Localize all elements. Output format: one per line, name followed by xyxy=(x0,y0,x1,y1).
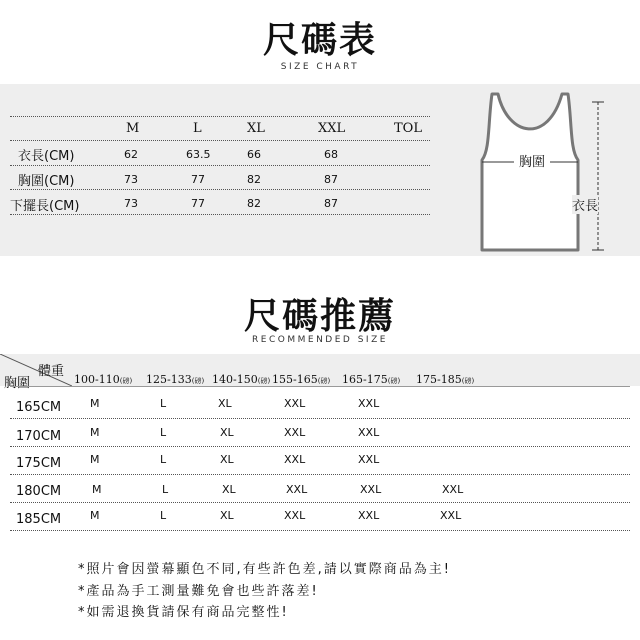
row-label-hem: 下擺長(CM) xyxy=(10,199,80,214)
table-cell: XL xyxy=(222,483,236,496)
table-row xyxy=(0,446,640,474)
table-cell: XXL xyxy=(284,509,306,522)
table-cell: 66 xyxy=(247,148,261,161)
table-cell: XL xyxy=(218,397,232,410)
divider xyxy=(10,386,630,387)
table-cell: L xyxy=(160,397,167,410)
table-cell: M xyxy=(90,509,100,522)
table-cell: XXL xyxy=(286,483,308,496)
size-chart-subtitle: SIZE CHART xyxy=(280,62,360,72)
table-row xyxy=(0,502,640,530)
table-cell: L xyxy=(160,453,167,466)
table-cell: XXL xyxy=(358,397,380,410)
table-cell: XXL xyxy=(284,453,306,466)
table-cell: XXL xyxy=(358,453,380,466)
weight-header: 125-133(磅) xyxy=(146,373,205,386)
table-cell: XXL xyxy=(284,397,306,410)
length-label: 衣長 xyxy=(572,195,598,214)
table-cell: 77 xyxy=(191,173,205,186)
table-cell: XL xyxy=(220,509,234,522)
table-cell: XXL xyxy=(358,426,380,439)
table-cell: M xyxy=(92,483,102,496)
note-return-policy: *如需退換貨請保有商品完整性! xyxy=(78,605,289,620)
corner-weight-label: 體重 xyxy=(38,364,65,379)
size-chart-title: 尺碼表 xyxy=(262,20,377,61)
weight-header: 100-110(磅) xyxy=(74,373,133,386)
divider xyxy=(10,214,430,215)
size-header-xl: XL xyxy=(247,121,265,136)
table-cell: M xyxy=(90,453,100,466)
size-header-xxl: XXL xyxy=(318,121,346,136)
weight-header: 140-150(磅) xyxy=(212,373,271,386)
note-measurement-error: *產品為手工測量難免會也些許落差! xyxy=(78,584,319,599)
divider xyxy=(10,165,430,166)
weight-header: 155-165(磅) xyxy=(272,373,331,386)
table-cell: XXL xyxy=(360,483,382,496)
row-height-label: 170CM xyxy=(16,429,62,444)
table-cell: XL xyxy=(220,426,234,439)
note-color-difference: *照片會因螢幕顯色不同,有些許色差,請以實際商品為主! xyxy=(78,562,451,577)
row-height-label: 180CM xyxy=(16,484,62,499)
table-cell: 87 xyxy=(324,197,338,210)
recommend-subtitle: RECOMMENDED SIZE xyxy=(252,335,388,345)
divider xyxy=(10,140,430,141)
tank-top-diagram xyxy=(470,92,620,254)
size-header-tol: TOL xyxy=(394,121,422,136)
table-cell: XXL xyxy=(284,426,306,439)
size-header-m: M xyxy=(126,121,140,136)
chest-label: 胸圍 xyxy=(518,151,546,170)
table-cell: 87 xyxy=(324,173,338,186)
row-height-label: 165CM xyxy=(16,400,62,415)
row-label-length: 衣長(CM) xyxy=(18,149,75,164)
table-cell: 77 xyxy=(191,197,205,210)
weight-header: 175-185(磅) xyxy=(416,373,475,386)
table-cell: XL xyxy=(220,453,234,466)
table-row xyxy=(0,390,640,418)
table-cell: 62 xyxy=(124,148,138,161)
table-row xyxy=(0,474,640,502)
table-cell: M xyxy=(90,426,100,439)
table-cell: XXL xyxy=(442,483,464,496)
divider xyxy=(10,116,430,117)
table-cell: 68 xyxy=(324,148,338,161)
table-cell: 63.5 xyxy=(186,148,211,161)
table-cell: XXL xyxy=(440,509,462,522)
table-cell: L xyxy=(162,483,169,496)
size-chart-panel xyxy=(0,84,640,256)
corner-chest-label: 胸圍 xyxy=(4,376,31,391)
divider xyxy=(10,530,630,531)
row-height-label: 175CM xyxy=(16,456,62,471)
table-cell: L xyxy=(160,426,167,439)
table-cell: 82 xyxy=(247,197,261,210)
table-row xyxy=(0,418,640,446)
table-cell: M xyxy=(90,397,100,410)
table-cell: XXL xyxy=(358,509,380,522)
divider xyxy=(10,189,430,190)
row-label-chest: 胸圍(CM) xyxy=(18,174,75,189)
table-cell: 82 xyxy=(247,173,261,186)
recommend-header xyxy=(0,354,640,391)
recommend-title: 尺碼推薦 xyxy=(243,296,396,337)
weight-header: 165-175(磅) xyxy=(342,373,401,386)
table-cell: 73 xyxy=(124,197,138,210)
table-cell: L xyxy=(160,509,167,522)
row-height-label: 185CM xyxy=(16,512,62,527)
size-header-l: L xyxy=(193,121,202,136)
table-cell: 73 xyxy=(124,173,138,186)
